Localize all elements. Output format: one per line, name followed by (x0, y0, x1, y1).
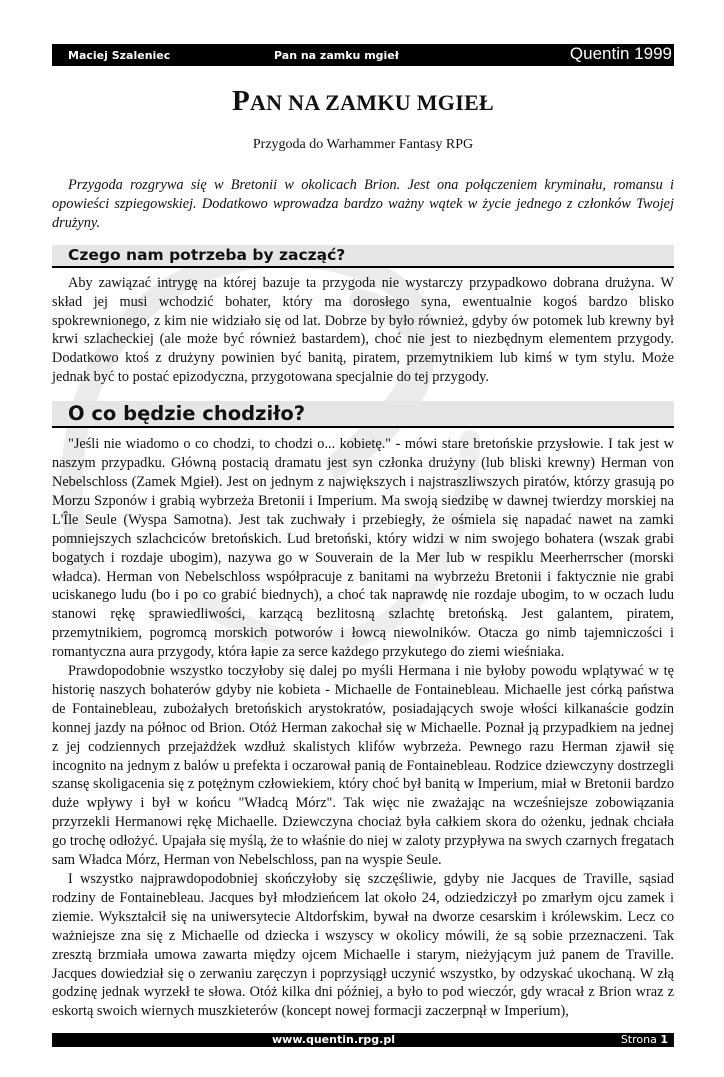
page-header (52, 44, 674, 66)
footer-url[interactable]: www.quentin.rpg.pl (272, 1033, 395, 1047)
section-heading: Czego nam potrzeba by zacząć? (52, 245, 674, 268)
section-body (52, 435, 674, 1021)
paragraph: Prawdopodobnie wszystko toczyłoby się dalej po myśli Hermana i nie byłoby powodu wplątywać w tę historię naszych bohaterów gdyby nie kobieta - Michaelle de Fontainebleau. Michaelle jest córką państwa de Fontainebleau, zubożałych bretońskich arystokratów, posiadających swoje włości kilkanaście godzin konnej jazdy na północ od Brion. Otóż Herman zakochał się w Michaelle. Poznał ją przypadkiem na jednej z jej codziennych przejażdżek wzdłuż skalistych klifów wybrzeża. Pewnego razu Herman zjawił się incognito na jednym z balów u prefekta i oczarował panią de Fontainebleau. Rodzice dziewczyny dostrzegli szansę skoligacenia się z potężnym człowiekiem, który choć był banitą w Imperium, miał w Bretonii bardzo duże wpływy i był w końcu "Władcą Mórz". Tak więc nie zważając na wcześniejsze zobowiązania przyrzekli Hermanowi rękę Michaelle. Dziewczyna chociaż była całkiem skora do ożenku, jednak chciała go trochę odłożyć. Upajała się myślą, że to właśnie do niej w zaloty przypływa na swych czarnych fregatach sam Władca Mórz, Herman von Nebelschloss, pan na wyspie Seule. (52, 663, 674, 869)
document-title: PAN NA ZAMKU MGIEŁ (231, 85, 495, 117)
section-heading: O co będzie chodziło? (52, 401, 674, 428)
paragraph: "Jeśli nie wiadomo o co chodzi, to chodzi o... kobietę." - mówi stare bretońskie przysłowie. I tak jest w naszym przypadku. Główną postacią dramatu jest syn członka drużyny (lub bliski krewny) Herman von Nebelschloss (Zamek Mgieł). Jest on jednym z największych i najstraszliwszych piratów, którzy grasują po Morzu Szponów i grabią wybrzeża Bretonii i Imperium. Ma swoją siedzibę w dawnej twierdzy morskiej na L'Île Seule (Wyspa Samotna). Jest tak zuchwały i przebiegły, że ośmiela się napadać nawet na zamki pomniejszych szlachciców bretońskich. Lud bretoński, który widzi w nim swojego bohatera (wszak grabi bogatych i rozdaje ubogim), nazywa go w Souverain de la Mer lub w respiklu Meerherrscher (morski władca). Herman von Nebelschloss współpracuje z banitami na wybrzeżu Bretonii i faktycznie nie grabi uciskanego ludu (bo i po co grabić biednych), a choć tak naprawdę nie rozdaje ubogim, to w oczach ludu stanowi rękę sprawiedliwości, karzącą bezlitosną szlachtę bretońską. Jest galantem, piratem, przemytnikiem, pogromcą morskich potworów i łowcą niewolników. Otacza go nimb tajemniczości i romantyczna aura przygody, która łapie za serce każdego przykutego do ziemi wieśniaka. (52, 436, 674, 661)
paragraph: I wszystko najprawdopodobniej skończyłoby się szczęśliwie, gdyby nie Jacques de Traville, sąsiad rodziny de Fontainebleau. Jacques był młodzieńcem lat około 24, odziedziczył po zmarłym ojcu zamek i ziemie. Wykształcił się na uniwersytecie Altdorfskim, bywał na dworze cesarskim i królewskim. Lecz co ważniejsze zna się z Michaelle od dziecka i wszyscy w okolicy mówili, że są sobie przeznaczeni. Tak zresztą brzmiała umowa zawarta między ojcem Michaelle i starym, nieżyjącym już panem de Traville. Jacques dowiedział się o zerwaniu zaręczyn i poprzysiągł uczynić wszystko, by odzyskać ukochaną. W złą godzinę jednak wyrzekł te słowa. Otóż kilka dni później, a było to pod wieczór, gdy wracał z Brion wraz z eskortą swoich wiernych muszkieterów (koncept nowej formacji zaczerpnął w Imperium), (52, 871, 674, 1020)
page-number: Strona 1 (620, 1033, 668, 1047)
header-doc-title: Pan na zamku mgieł (274, 49, 399, 62)
page (52, 0, 674, 1077)
intro-paragraph: Przygoda rozgrywa się w Bretonii w okolicach Brion. Jest ona połączeniem kryminału, romansu i opowieści szpiegowskiej. Dodatkowo wprowadza bardzo ważny wątek w życie jednego z członków Twojej drużyny. (52, 177, 674, 231)
section-body (52, 274, 674, 387)
page-footer (52, 1033, 674, 1047)
header-author: Maciej Szaleniec (68, 49, 171, 62)
paragraph: Aby zawiązać intrygę na której bazuje ta przygoda nie wystarczy przypadkowo dobrana drużyna. W skład jej musi wchodzić bohater, który ma dorosłego syna, ewentualnie kogoś bardzo blisko spokrewnionego, z kim nie widziało się od lat. Dobrze by było również, gdyby ów potomek lub krewny był krwi szlacheckiej (ale może być również bastardem), choć nie jest to niezbędnym elementem przygody. Dodatkowo ktoś z drużyny powinien być banitą, piratem, przemytnikiem lub kimś w tym stylu. Może jednak być to postać epizodyczna, przygotowana specjalnie do tej przygody. (52, 274, 674, 386)
document-subtitle: Przygoda do Warhammer Fantasy RPG (252, 137, 474, 152)
header-brand: Quentin 1999 (569, 44, 672, 63)
